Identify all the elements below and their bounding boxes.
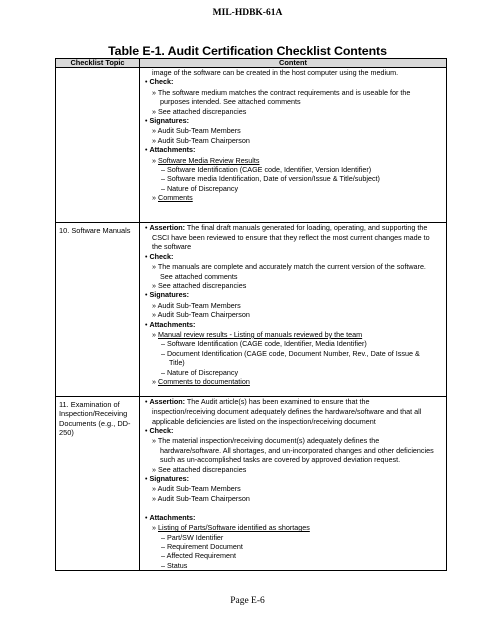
content-text: image of the software can be created in the host computer using the medium. — [152, 68, 399, 77]
heading-label: Attachments: — [149, 319, 196, 329]
sub-item-continued: See attached comments — [160, 271, 238, 281]
attachment-item — [145, 330, 443, 339]
assertion-text: The final draft manuals generated for loading, operating, and supporting the — [185, 222, 428, 232]
checklist-table — [55, 58, 447, 571]
content-cell — [140, 396, 447, 570]
blank-line — [145, 386, 443, 395]
heading-label: Signatures: — [149, 290, 189, 300]
attachment-item — [145, 156, 443, 165]
bullet-icon: • — [145, 79, 148, 87]
assertion-label: Assertion: — [149, 222, 185, 232]
detail-item: – Nature of Discrepancy — [161, 183, 239, 193]
heading-label: Check: — [149, 251, 174, 261]
attachment-item — [145, 377, 443, 386]
blank-line — [145, 503, 443, 512]
heading-label: Check: — [149, 77, 174, 87]
checklist-topic-cell — [56, 222, 140, 396]
blank-line — [145, 212, 443, 221]
heading-label: Signatures: — [149, 116, 189, 126]
table-row — [56, 222, 447, 396]
sub-item-continued: such as un-accomplished tasks are covered by approved deviation request. — [160, 455, 401, 465]
table-row — [56, 68, 447, 223]
content-text: the software — [152, 242, 192, 252]
topic-text: 250) — [59, 428, 74, 438]
table-header-row — [56, 59, 447, 68]
column-header-topic: Checklist Topic — [56, 59, 140, 68]
column-header-content: Content — [140, 59, 447, 68]
heading-label: Attachments: — [149, 145, 196, 155]
detail-item-continued: Title) — [169, 358, 185, 368]
heading-label: Attachments: — [149, 512, 196, 522]
detail-item: – Status — [161, 560, 188, 570]
sub-item: » See attached discrepancies — [152, 280, 247, 290]
assertion-label: Assertion: — [149, 396, 185, 406]
detail-item: – Software Identification (CAGE code, Identifier, Version Identifier) — [161, 165, 372, 175]
bullet-icon: • — [145, 398, 148, 406]
detail-item: – Document Identification (CAGE code, Document Number, Rev., Date of Issue & — [161, 348, 420, 358]
detail-item: – Part/SW Identifier — [161, 532, 224, 542]
page-number: Page E-6 — [230, 596, 265, 606]
detail-item: – Nature of Discrepancy — [161, 367, 239, 377]
bullet-icon: • — [145, 476, 148, 484]
content-text: inspection/receiving document adequately defines the hardware/software and that all — [152, 407, 422, 417]
bullet-icon: • — [145, 147, 148, 155]
section-heading — [145, 513, 443, 523]
table-title: Table E-1. Audit Certification Checklist Contents — [108, 44, 387, 58]
detail-item: – Software Identification (CAGE code, Identifier, Media Identifier) — [161, 339, 367, 349]
topic-text: Documents (e.g., DD- — [59, 418, 131, 428]
sub-item: » The manuals are complete and accurately match the current version of the software. — [152, 262, 426, 272]
section-heading — [145, 116, 443, 126]
checklist-topic-cell — [56, 396, 140, 570]
bullet-icon: • — [145, 224, 148, 232]
item-marker: » — [152, 377, 158, 386]
heading-label: Signatures: — [149, 474, 189, 484]
bullet-icon: • — [145, 514, 148, 522]
assertion-line — [145, 223, 443, 233]
sub-item: » Audit Sub-Team Chairperson — [152, 135, 250, 145]
attachment-title: Software Media Review Results — [158, 155, 260, 165]
heading-label: Check: — [149, 426, 174, 436]
content-text: CSCI have been reviewed to ensure that they reflect the most current changes made to — [152, 232, 430, 242]
sub-item-continued: purposes intended. See attached comments — [160, 97, 301, 107]
section-heading — [145, 426, 443, 436]
attachment-title: Comments — [158, 193, 193, 203]
item-marker: » — [152, 193, 158, 203]
sub-item-continued: hardware/software. All shortages, and un-incorporated changes and other deficiencies — [160, 445, 434, 455]
section-heading — [145, 290, 443, 300]
checklist-topic-cell — [56, 68, 140, 223]
bullet-icon: • — [145, 321, 148, 329]
sub-item: » The software medium matches the contract requirements and is useable for the — [152, 87, 411, 97]
section-heading — [145, 77, 443, 87]
topic-text: 10. Software Manuals — [59, 225, 131, 235]
sub-item: » See attached discrepancies — [152, 464, 247, 474]
attachment-title: Manual review results - Listing of manuals reviewed by the team — [158, 329, 363, 339]
section-heading — [145, 320, 443, 330]
attachment-title: Comments to documentation — [158, 377, 250, 386]
detail-item: – Requirement Document — [161, 541, 243, 551]
sub-item: » Audit Sub-Team Chairperson — [152, 310, 250, 320]
sub-item: » Audit Sub-Team Members — [152, 126, 241, 136]
attachment-item — [145, 193, 443, 202]
topic-text: Inspection/Receiving — [59, 409, 128, 419]
bullet-icon: • — [145, 118, 148, 126]
sub-item: » Audit Sub-Team Members — [152, 300, 241, 310]
sub-item: » The material inspection/receiving document(s) adequately defines the — [152, 436, 380, 446]
item-marker: » — [152, 155, 158, 165]
section-heading — [145, 252, 443, 262]
section-heading — [145, 145, 443, 155]
bullet-icon: • — [145, 253, 148, 261]
assertion-text: The Audit article(s) has been examined to ensure that the — [185, 396, 370, 406]
content-cell — [140, 222, 447, 396]
attachment-title: Listing of Parts/Software identified as shortages — [158, 523, 310, 533]
detail-item: – Software media Identification, Date of version/Issue & Title/subject) — [161, 174, 380, 184]
sub-item: » Audit Sub-Team Chairperson — [152, 493, 250, 503]
item-marker: » — [152, 329, 158, 339]
bullet-icon: • — [145, 292, 148, 300]
table-row — [56, 396, 447, 570]
topic-text: 11. Examination of — [59, 399, 120, 409]
section-heading — [145, 474, 443, 484]
running-header: MIL-HDBK-61A — [212, 8, 283, 18]
content-cell — [140, 68, 447, 223]
detail-item: – Affected Requirement — [161, 551, 236, 561]
sub-item: » See attached discrepancies — [152, 106, 247, 116]
sub-item: » Audit Sub-Team Members — [152, 484, 241, 494]
assertion-line — [145, 397, 443, 407]
bullet-icon: • — [145, 428, 148, 436]
blank-line — [145, 203, 443, 212]
attachment-item — [145, 523, 443, 532]
item-marker: » — [152, 523, 158, 533]
content-text: applicable deficiencies are listed on the inspection/receiving document — [152, 416, 376, 426]
table-body — [56, 68, 447, 571]
